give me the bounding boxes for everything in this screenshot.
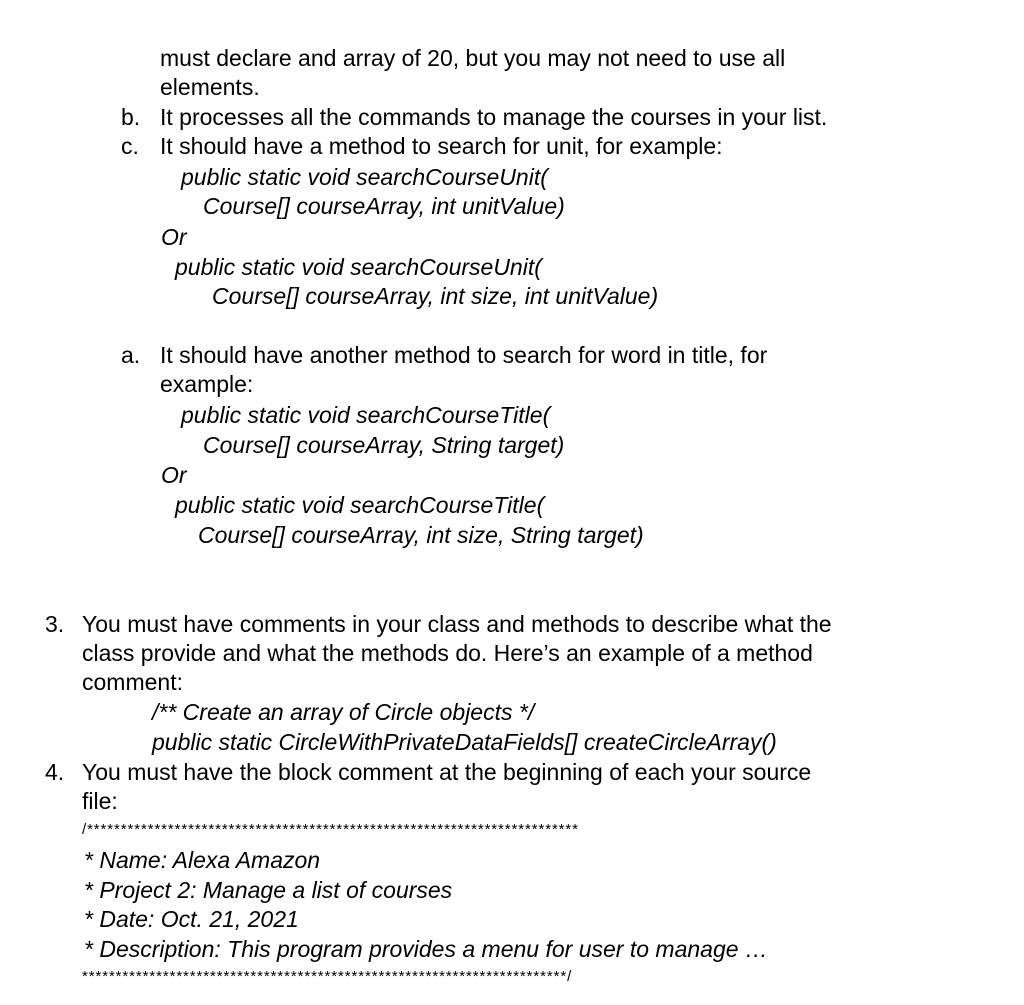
item-a2-code1-line-1: public static void searchCourseTitle( xyxy=(181,402,551,428)
item-c-text: It should have a method to search for unit, for example: xyxy=(160,133,723,159)
block-comment-date: * Date: Oct. 21, 2021 xyxy=(84,906,299,932)
block-comment-project: * Project 2: Manage a list of courses xyxy=(84,877,453,903)
item-3-line-2: class provide and what the methods do. Here’s an example of a method xyxy=(82,640,813,666)
item-a2-marker: a. xyxy=(121,342,141,368)
item-c xyxy=(121,131,723,161)
item-c-or: Or xyxy=(161,224,187,250)
item-c-code1-line-1: public static void searchCourseUnit( xyxy=(181,164,548,190)
block-comment-bottom-border: ************************************************************************/ xyxy=(82,968,573,985)
item-a2 xyxy=(121,340,767,370)
item-3-code-line-1: /** Create an array of Circle objects */ xyxy=(152,699,535,725)
item-c-code2-line-2: Course[] courseArray, int size, int unitValue) xyxy=(212,283,659,309)
item-3 xyxy=(45,609,832,639)
item-3-marker: 3. xyxy=(45,611,65,637)
item-b xyxy=(121,102,827,132)
item-c-marker: c. xyxy=(121,133,139,159)
item-4 xyxy=(45,757,811,787)
item-a2-text-line-1: It should have another method to search for word in title, for xyxy=(160,342,768,368)
item-a2-code1-line-2: Course[] courseArray, String target) xyxy=(203,432,565,458)
block-comment-name: * Name: Alexa Amazon xyxy=(84,847,321,873)
block-comment-top-border: /************************************************************************* xyxy=(82,821,579,838)
item-a2-code2-line-1: public static void searchCourseTitle( xyxy=(175,492,545,518)
item-4-line-2: file: xyxy=(82,788,118,814)
item-3-line-1: You must have comments in your class and methods to describe what the xyxy=(82,611,832,637)
block-comment-description: * Description: This program provides a menu for user to manage … xyxy=(84,936,768,962)
item-c-code2-line-1: public static void searchCourseUnit( xyxy=(175,254,542,280)
item-a2-text-line-2: example: xyxy=(160,371,254,397)
item-a-continuation-line-1: must declare and array of 20, but you may not need to use all xyxy=(160,45,786,71)
item-4-marker: 4. xyxy=(45,759,65,785)
item-a-continuation-line-2: elements. xyxy=(160,74,260,100)
item-b-marker: b. xyxy=(121,104,141,130)
item-a2-code2-line-2: Course[] courseArray, int size, String target) xyxy=(198,522,644,548)
item-3-line-3: comment: xyxy=(82,669,183,695)
item-a2-or: Or xyxy=(161,462,187,488)
item-3-code-line-2: public static CircleWithPrivateDataFields[] createCircleArray() xyxy=(152,729,777,755)
item-4-line-1: You must have the block comment at the beginning of each your source xyxy=(82,759,812,785)
item-c-code1-line-2: Course[] courseArray, int unitValue) xyxy=(203,193,565,219)
item-b-text: It processes all the commands to manage the courses in your list. xyxy=(160,104,828,130)
